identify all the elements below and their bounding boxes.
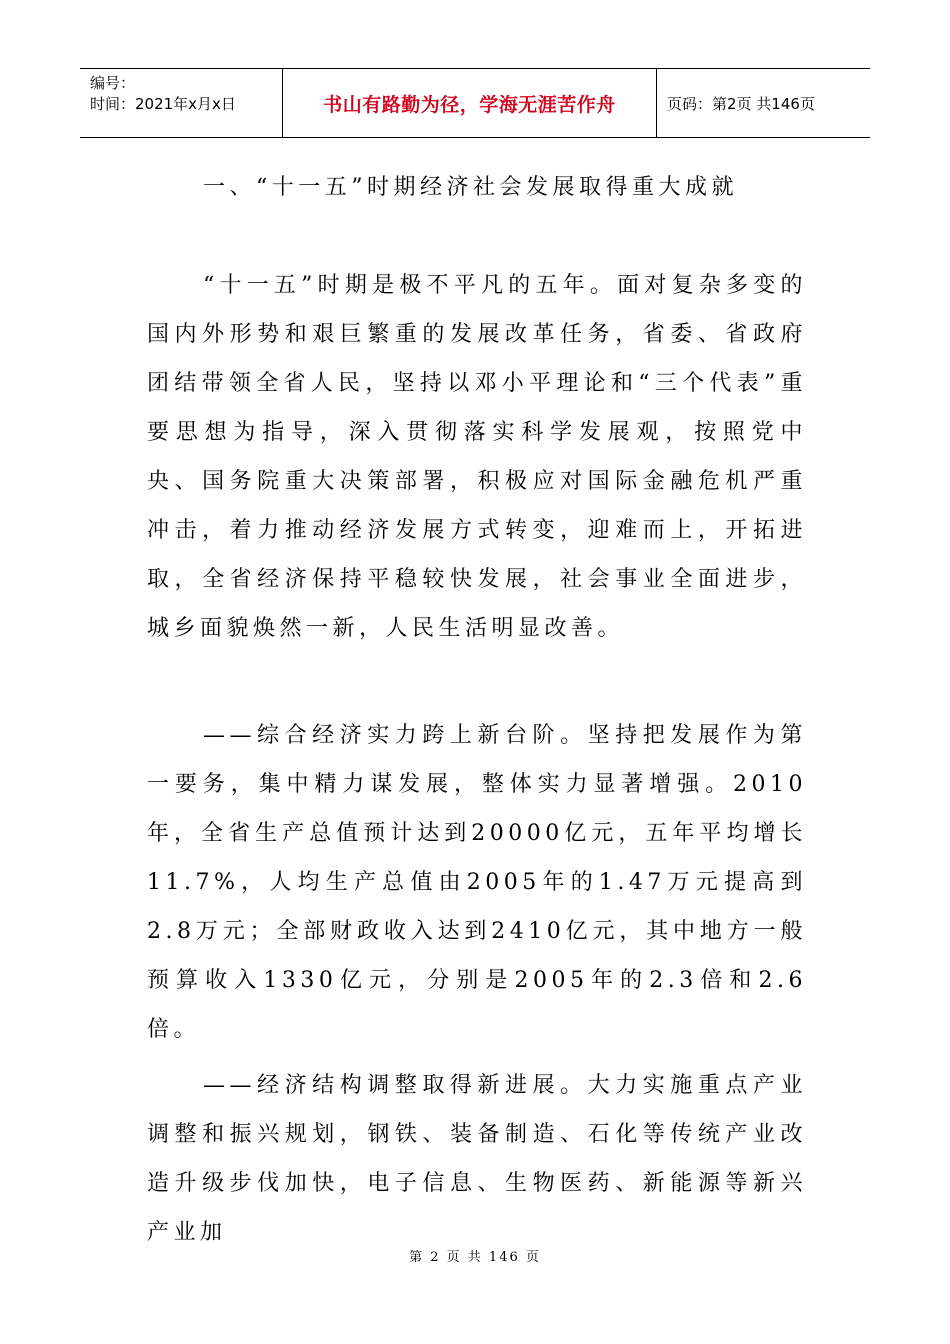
header-motto: 书山有路勤为径，学海无涯苦作舟	[283, 69, 657, 137]
body-paragraph: “十一五”时期是极不平凡的五年。面对复杂多变的国内外形势和艰巨繁重的发展改革任务，省委、省政府团结带领全省人民，坚持以邓小平理论和“三个代表”重要思想为指导，深入贯彻落实科学发展观，按照党中央、国务院重大决策部署，积极应对国际金融危机严重冲击，着力推动经济发展方式转变，迎难而上，开拓进取，全省经济保持平稳较快发展，社会事业全面进步，城乡面貌焕然一新，人民生活明显改善。	[147, 273, 807, 641]
document-number-label: 编号：	[90, 74, 136, 92]
body-paragraph: ——经济结构调整取得新进展。大力实施重点产业调整和振兴规划，钢铁、装备制造、石化等传统产业改造升级步伐加快，电子信息、生物医药、新能源等新兴产业加	[147, 1073, 807, 1245]
page-footer: 第 2 页 共 146 页	[409, 1250, 541, 1265]
header-meta	[80, 69, 283, 137]
page-header	[80, 68, 870, 138]
document-time-label: 时间：2021年x月x日	[90, 95, 236, 113]
body-paragraph: ——综合经济实力跨上新台阶。坚持把发展作为第一要务，集中精力谋发展，整体实力显著增强。2010年，全省生产总值预计达到20000亿元，五年平均增长11.7%，人均生产总值由2005年的1.47万元提高到2.8万元；全部财政收入达到2410亿元，其中地方一般预算收入1330亿元，分别是2005年的2.3倍和2.6倍。	[147, 723, 807, 1042]
header-page-info: 页码：第2页 共146页	[667, 94, 815, 113]
section-title: 一、“十一五”时期经济社会发展取得重大成就	[203, 175, 738, 200]
